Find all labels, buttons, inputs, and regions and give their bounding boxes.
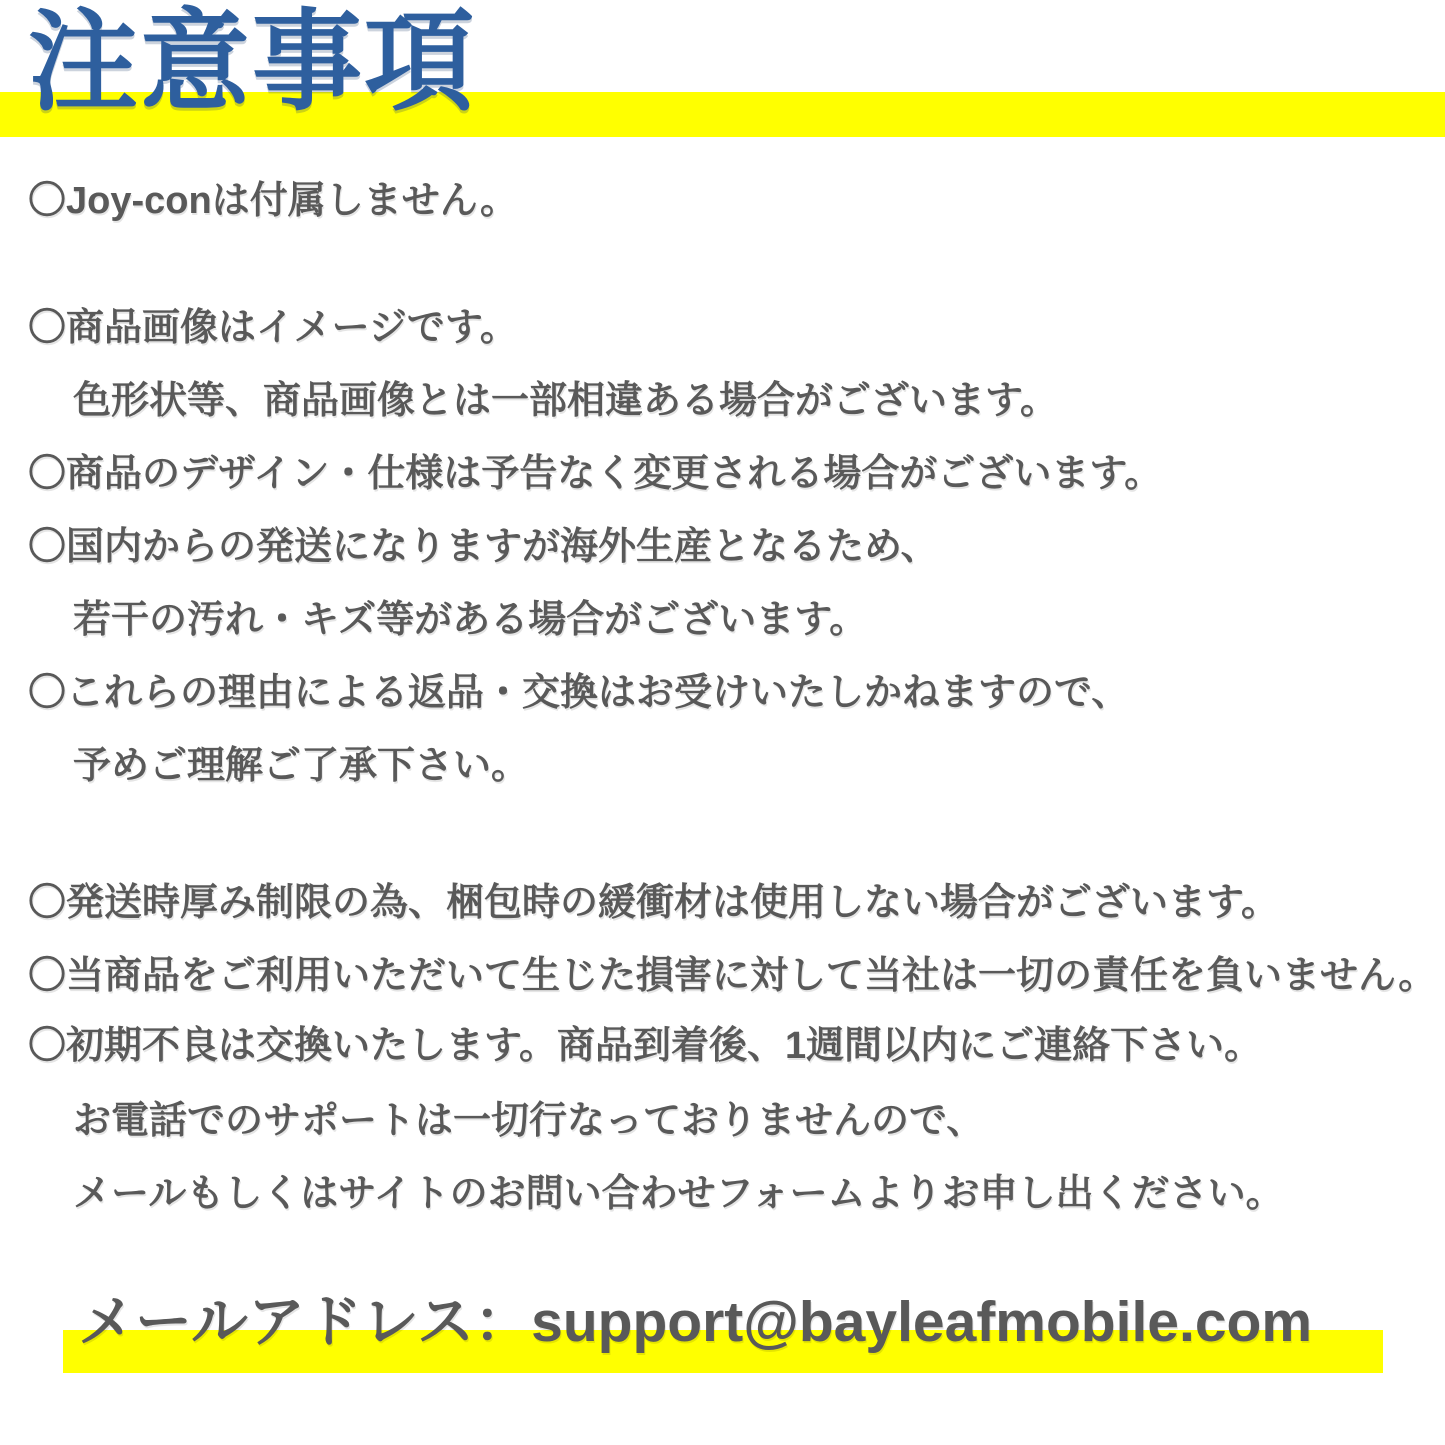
note-line-no-phone-support: お電話でのサポートは一切行なっておりませんので、: [73, 1100, 985, 1142]
note-line-defect-exchange: 〇初期不良は交換いたします。商品到着後、1週間以内にご連絡下さい。: [28, 1025, 1263, 1067]
note-line-liability: 〇当商品をご利用いただいて生じた損害に対して当社は一切の責任を負いません。: [28, 955, 1437, 997]
note-line-packing: 〇発送時厚み制限の為、梱包時の緩衝材は使用しない場合がございます。: [28, 882, 1279, 924]
support-email: メールアドレス：support@bayleafmobile.com: [78, 1290, 1313, 1354]
note-line-scratches: 若干の汚れ・キズ等がある場合がございます。: [73, 599, 868, 641]
note-line-product-image: 〇商品画像はイメージです。: [28, 307, 518, 349]
note-line-joycon: 〇Joy-conは付属しません。: [28, 180, 518, 222]
note-line-understanding: 予めご理解ご了承下さい。: [73, 745, 530, 787]
page-title: 注意事項: [28, 1, 476, 124]
note-line-contact-form: メールもしくはサイトのお問い合わせフォームよりお申し出ください。: [73, 1173, 1284, 1215]
note-line-no-returns: 〇これらの理由による返品・交換はお受けいたしかねますので、: [28, 672, 1130, 714]
note-line-design-spec: 〇商品のデザイン・仕様は予告なく変更される場合がございます。: [28, 453, 1163, 495]
note-line-shipping-origin: 〇国内からの発送になりますが海外生産となるため、: [28, 526, 939, 568]
note-line-color-shape: 色形状等、商品画像とは一部相違ある場合がございます。: [73, 380, 1058, 422]
